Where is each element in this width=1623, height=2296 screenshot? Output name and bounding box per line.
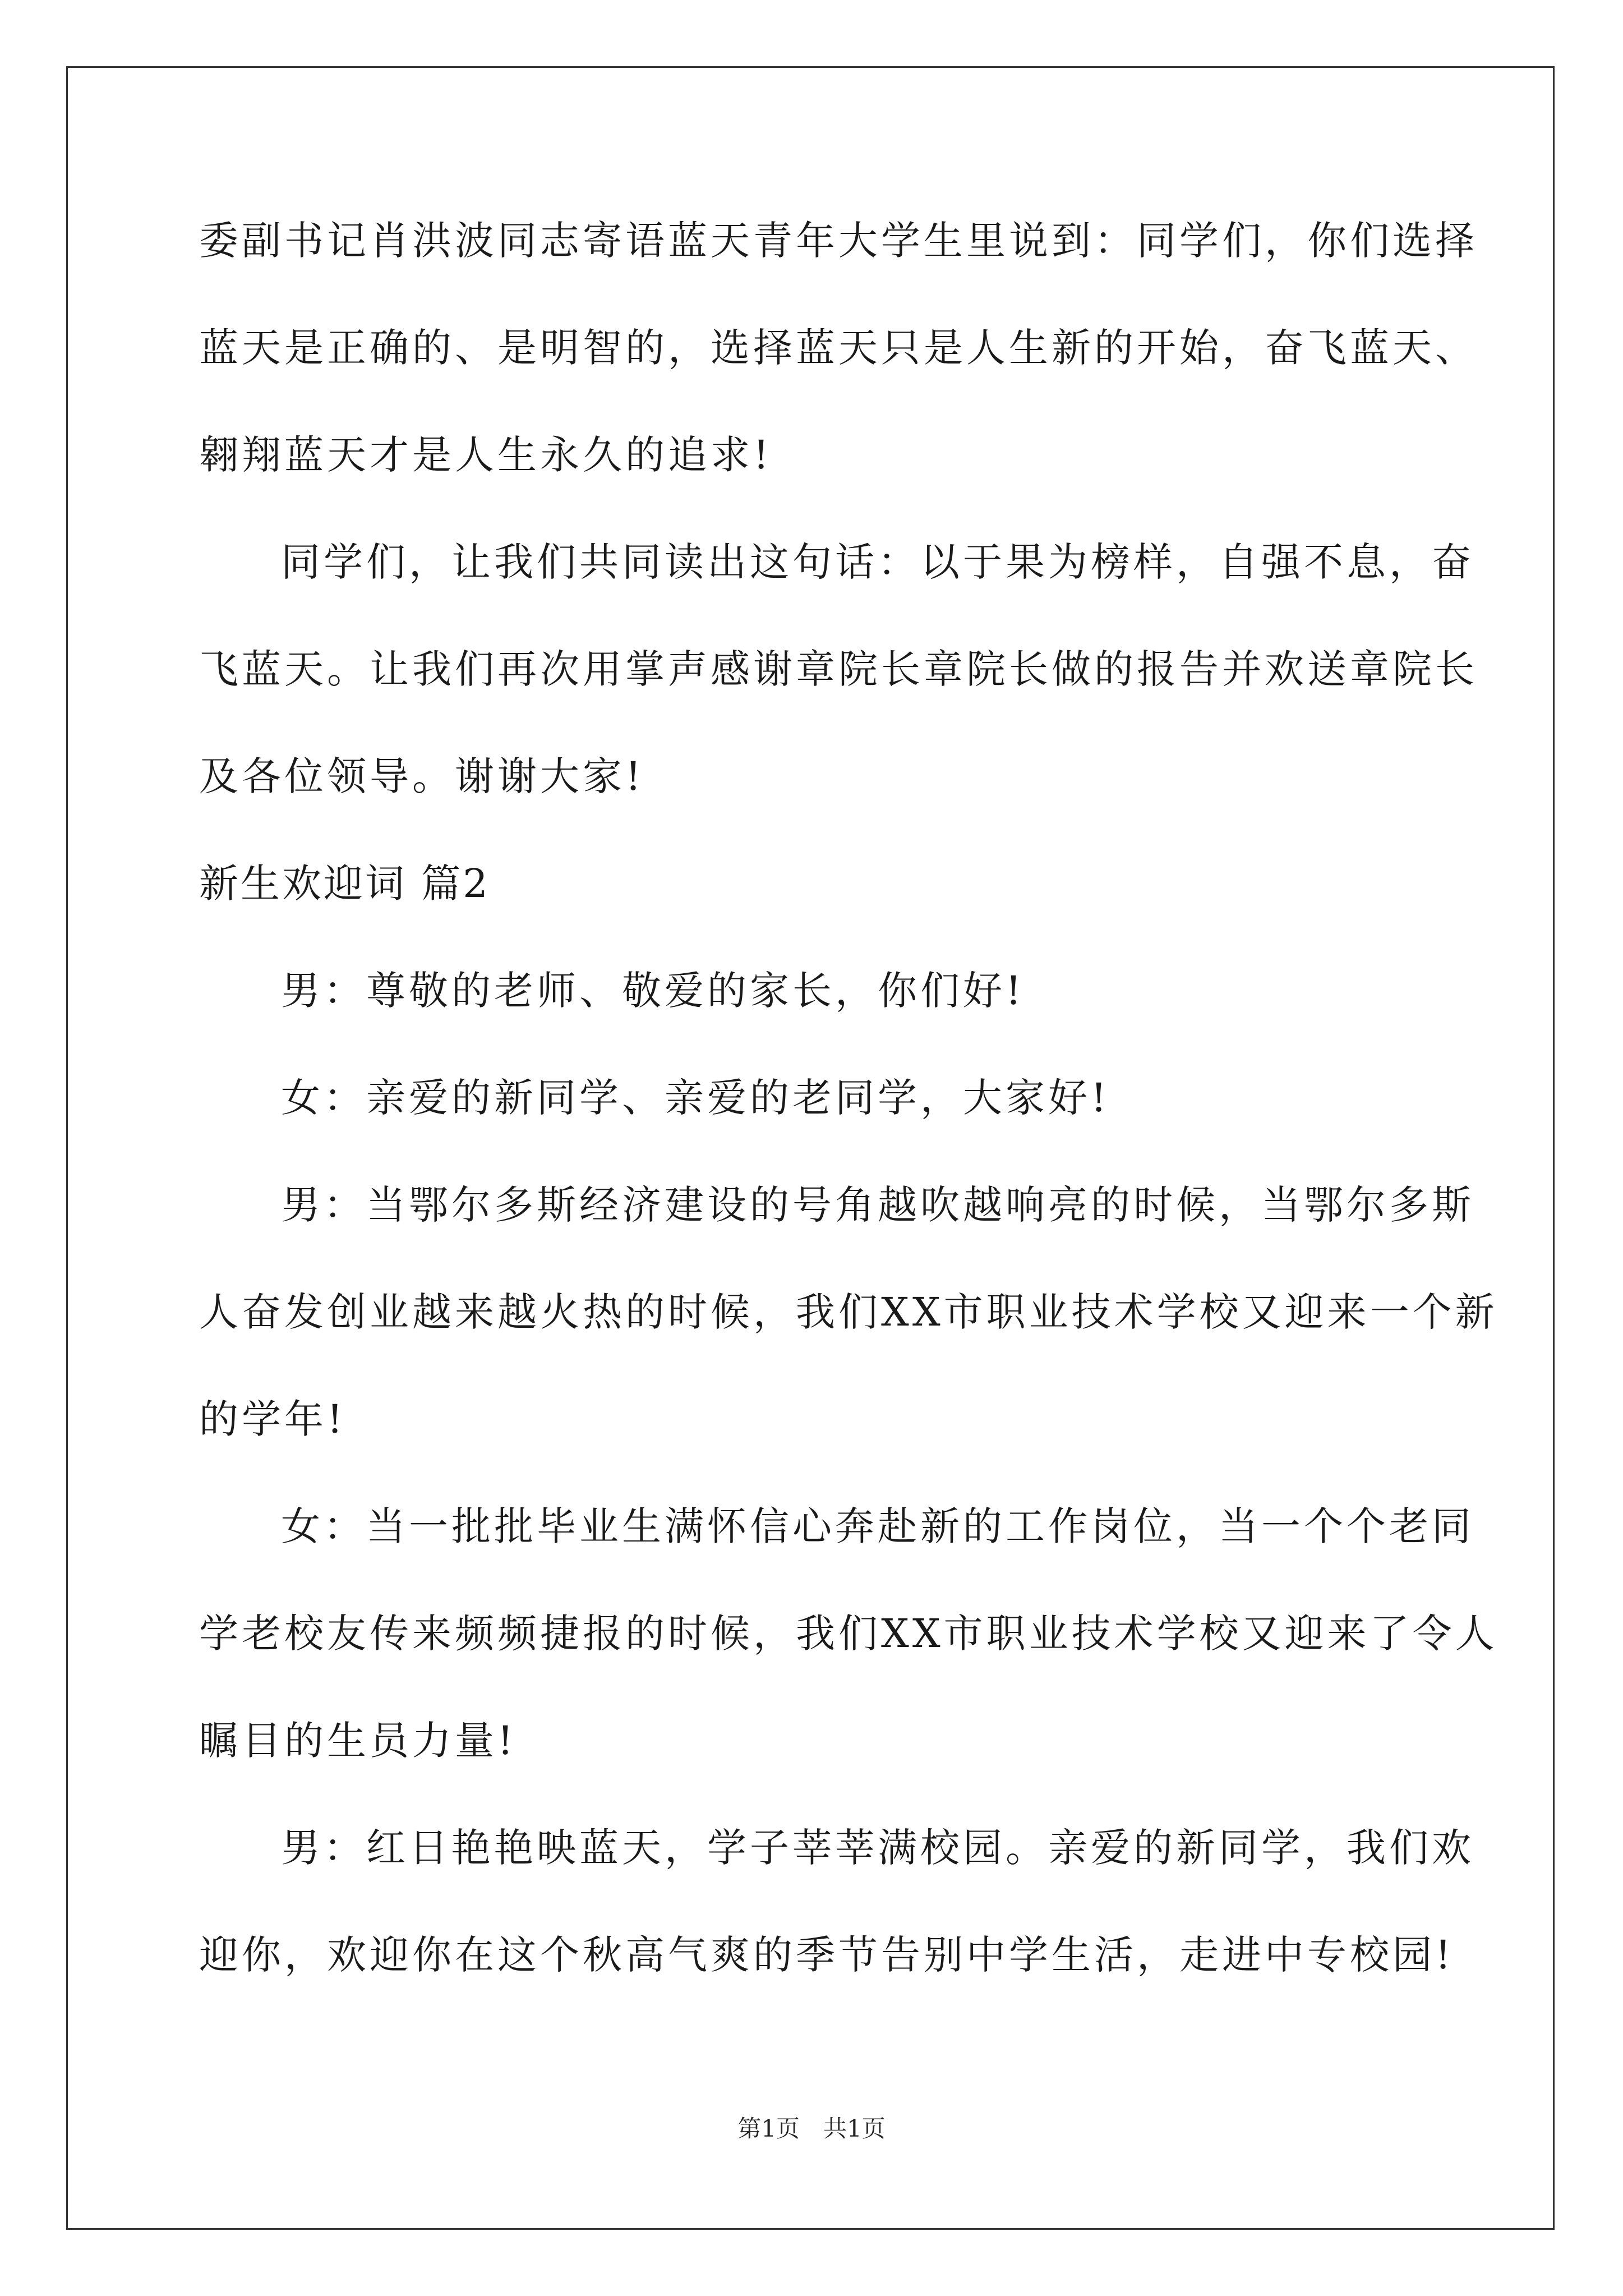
text-line: 男：当鄂尔多斯经济建设的号角越吹越响亮的时候，当鄂尔多斯: [281, 1182, 1474, 1228]
text-line: 及各位领导。谢谢大家!: [199, 753, 645, 799]
text-line: 委副书记肖洪波同志寄语蓝天青年大学生里说到：同学们，你们选择: [199, 218, 1478, 264]
text-line: 同学们，让我们共同读出这句话：以于果为榜样，自强不息，奋: [281, 539, 1474, 585]
text-line: 飞蓝天。让我们再次用掌声感谢章院长章院长做的报告并欢送章院长: [199, 646, 1478, 692]
section-heading: 新生欢迎词 篇2: [199, 861, 490, 907]
text-line: 瞩目的生员力量!: [199, 1718, 517, 1764]
text-line: 翱翔蓝天才是人生永久的追求!: [199, 432, 773, 478]
text-line: 女：亲爱的新同学、亲爱的老同学，大家好!: [281, 1075, 1110, 1121]
dialogue-line: [199, 1071, 1427, 1124]
text-line: 男：红日艳艳映蓝天，学子莘莘满校园。亲爱的新同学，我们欢: [281, 1825, 1474, 1871]
text-line: 女：当一批批毕业生满怀信心奔赴新的工作岗位，当一个个老同: [281, 1503, 1474, 1549]
text-line: 学老校友传来频频捷报的时候，我们XX市职业技术学校又迎来了令人: [199, 1611, 1498, 1657]
dialogue-line: [199, 1179, 1498, 1446]
dialogue-line: [199, 1500, 1498, 1767]
paragraph-closing: [199, 536, 1478, 803]
text-line: 的学年!: [199, 1396, 347, 1442]
paragraph-continuation: [199, 214, 1478, 481]
dialogue-line: [199, 964, 1427, 1017]
page-footer: 第1页 共1页: [737, 2115, 886, 2142]
text-line: 男：尊敬的老师、敬爱的家长，你们好!: [281, 968, 1025, 1014]
document-body: [199, 214, 1498, 2036]
dialogue-line: [199, 1821, 1474, 1981]
text-line: 迎你，欢迎你在这个秋高气爽的季节告别中学生活，走进中专校园!: [199, 1932, 1455, 1978]
text-line: 蓝天是正确的、是明智的，选择蓝天只是人生新的开始，奋飞蓝天、: [199, 325, 1478, 371]
text-line: 人奋发创业越来越火热的时候，我们XX市职业技术学校又迎来一个新: [199, 1289, 1498, 1335]
